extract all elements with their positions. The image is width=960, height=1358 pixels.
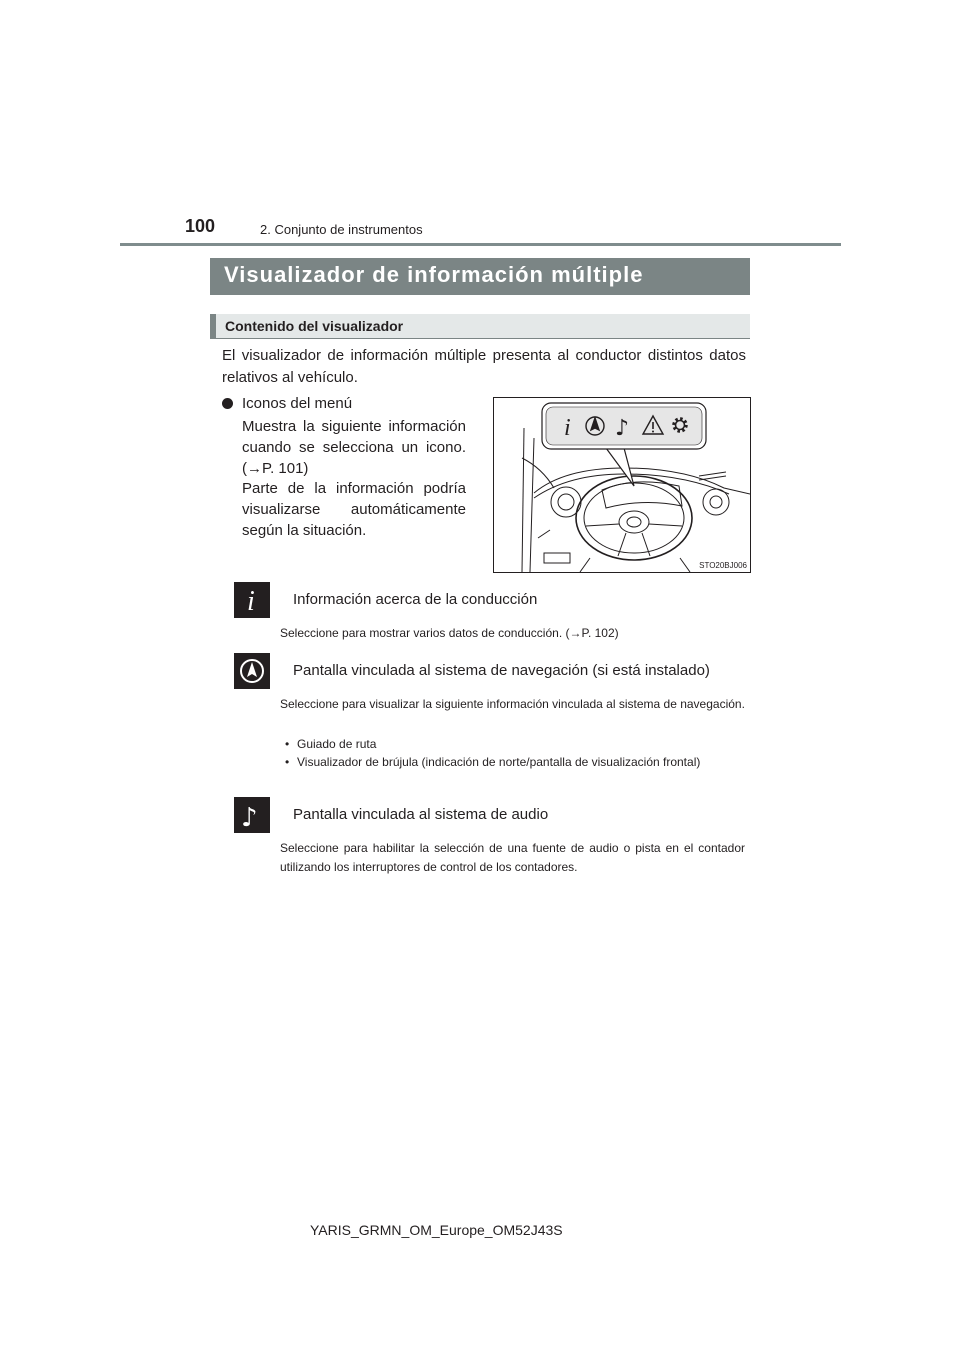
item-title-navigation: Pantalla vinculada al sistema de navegación (si está instalado): [293, 662, 710, 679]
description-line: cuando se selecciona un icono.: [242, 438, 466, 456]
subheading-bar: [210, 314, 750, 339]
item-text-info: Seleccione para mostrar varios datos de conducción. (→P. 102): [280, 626, 619, 640]
item-text-audio: Seleccione para habilitar la selección de una fuente de audio o pista en el contador utilizando los interruptores de control de los contadores.: [280, 841, 745, 874]
figure-code: STO20BJ006: [699, 561, 747, 570]
section-title-bar: [210, 258, 750, 295]
header-rule: [120, 243, 841, 246]
item-text-navigation: Seleccione para visualizar la siguiente información vinculada al sistema de navegación.: [280, 697, 745, 711]
info-icon: [234, 582, 270, 618]
list-item: • Guiado de ruta: [280, 735, 745, 753]
navigation-icon: [234, 653, 270, 689]
description-line: (→P. 101): [242, 459, 309, 477]
chapter-title: 2. Conjunto de instrumentos: [260, 222, 423, 237]
callout-audio-icon: [615, 416, 629, 441]
menu-icons-description: [242, 417, 466, 542]
dashboard-figure: [493, 397, 751, 573]
navigation-sub-list: [280, 735, 745, 771]
dashboard-illustration: [494, 398, 750, 572]
description-line: según la situación.: [242, 521, 367, 539]
document-id: YARIS_GRMN_OM_Europe_OM52J43S: [310, 1222, 563, 1238]
bullet-label: Iconos del menú: [242, 395, 353, 412]
svg-text:♪: ♪: [615, 416, 630, 441]
audio-icon: [234, 797, 270, 833]
svg-text:i: i: [564, 415, 571, 441]
svg-text:i: i: [247, 586, 255, 617]
svg-text:♪: ♪: [241, 803, 258, 833]
subheading: Contenido del visualizador: [225, 318, 404, 334]
item-title-info: Información acerca de la conducción: [293, 591, 538, 608]
item-title-audio: Pantalla vinculada al sistema de audio: [293, 806, 549, 823]
section-title: Visualizador de información múltiple: [224, 262, 644, 287]
callout-info-icon: [564, 415, 571, 441]
list-item: • Visualizador de brújula (indicación de norte/pantalla de visualización frontal): [280, 753, 745, 771]
description-line: Muestra la siguiente información: [242, 418, 466, 435]
intro-paragraph: El visualizador de información múltiple presenta al conductor distintos datos relativos al vehículo.: [222, 347, 746, 386]
description-line: visualizarse automáticamente: [242, 501, 466, 519]
description-line: Parte de la información podría: [242, 480, 466, 498]
bullet-dot: [222, 398, 233, 409]
subheading-tab: [210, 314, 216, 338]
menu-icons-bullet: [222, 394, 352, 414]
page-number: 100: [185, 216, 216, 236]
